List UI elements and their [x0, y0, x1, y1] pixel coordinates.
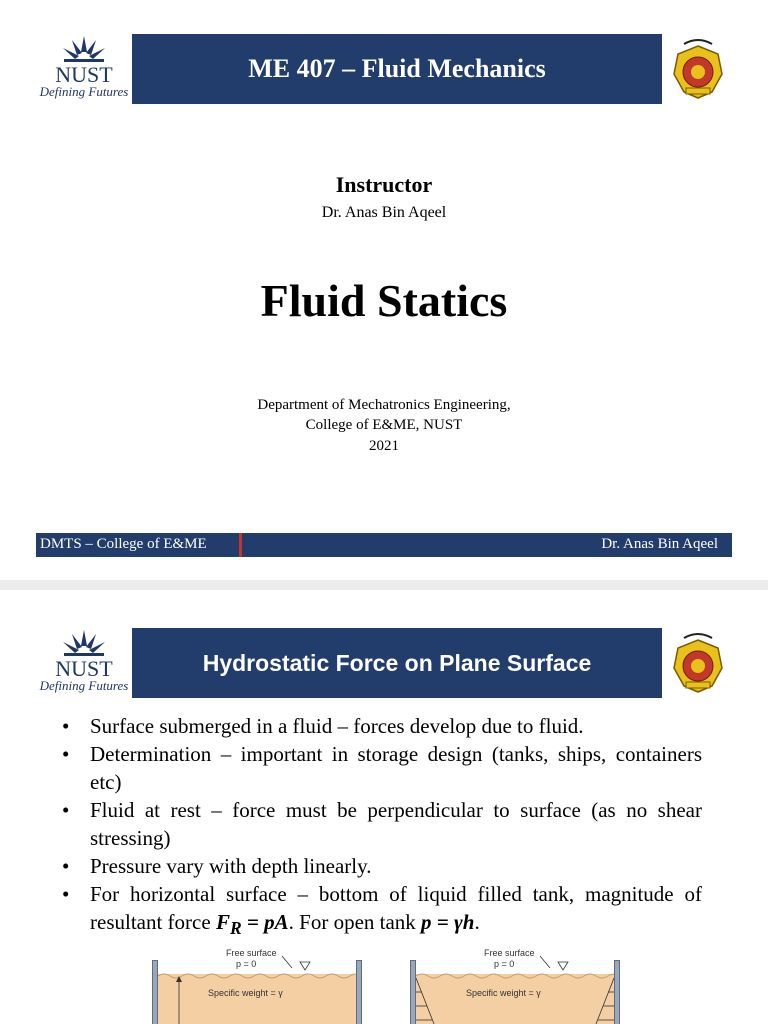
nust-logo [36, 34, 132, 106]
tank-wall [614, 960, 620, 1024]
specific-weight-label: Specific weight = γ [466, 988, 541, 998]
bullet-item [58, 880, 702, 942]
tank-wall [356, 960, 362, 1024]
bullet-item: • Fluid at rest – force must be perpendicular to surface (as no shear stressing) [58, 796, 702, 852]
pressure-distribution-icon [594, 978, 614, 1024]
logo-text: NUST [55, 62, 113, 87]
pressure-distribution-icon [416, 978, 436, 1024]
pointer-arrow-icon [540, 954, 570, 974]
footer-right: Dr. Anas Bin Aqeel [601, 536, 718, 552]
wave-surface-icon [416, 972, 614, 980]
tank-wall [152, 960, 158, 1024]
bullet-item: • Determination – important in storage design (tanks, ships, containers etc) [58, 740, 702, 796]
bullet-text: . [474, 910, 480, 934]
free-surface-label: Free surface [226, 948, 277, 958]
pressure-zero-label: p = 0 [236, 959, 257, 969]
free-surface-label: Free surface [484, 948, 535, 958]
logo-tagline: Defining Futures [39, 678, 129, 693]
content-slide [0, 590, 768, 1024]
logo-tagline: Defining Futures [39, 84, 129, 99]
liquid-fill [158, 974, 356, 1024]
slide-title-banner [132, 628, 662, 698]
year-text: 2021 [369, 438, 399, 454]
nust-emblem-icon [58, 34, 110, 64]
nust-logo [36, 628, 132, 700]
slide-divider [0, 580, 768, 590]
pointer-arrow-icon [282, 954, 312, 974]
wave-surface-icon [158, 972, 356, 980]
footer-accent [239, 533, 242, 557]
liquid-fill [416, 974, 614, 1024]
force-symbol: F [215, 910, 230, 934]
bullet-item: • Pressure vary with depth linearly. [58, 852, 702, 880]
instructor-name: Dr. Anas Bin Aqeel [321, 204, 447, 221]
bullet-list [58, 712, 702, 942]
bullet-text: . For open tank [288, 910, 422, 934]
bullet-text: For horizontal surface – bottom of liquid filled tank, magnitude of resultant force [90, 882, 702, 934]
department-text: Department of Mechatronics Engineering, [257, 397, 511, 413]
instructor-label: Instructor [335, 172, 433, 197]
footer-left: DMTS – College of E&ME [40, 536, 207, 552]
course-title: ME 407 – Fluid Mechanics [248, 54, 546, 83]
specific-weight-label: Specific weight = γ [208, 988, 283, 998]
depth-arrow-icon [174, 976, 184, 1024]
force-equation: = pA [241, 910, 289, 934]
college-crest-icon [666, 628, 730, 698]
college-text: College of E&ME, NUST [305, 417, 463, 433]
tank-figure-left [152, 946, 362, 1024]
topic-title: Fluid Statics [260, 275, 508, 326]
logo-text: NUST [55, 656, 113, 681]
course-title-banner [132, 34, 662, 104]
pressure-equation: p = γh [421, 910, 475, 934]
nust-emblem-icon [58, 628, 110, 658]
footer-bar [36, 533, 732, 557]
college-crest-icon [666, 34, 730, 104]
tank-figure-right [410, 946, 620, 1024]
pressure-zero-label: p = 0 [494, 959, 515, 969]
bullet-item: • Surface submerged in a fluid – forces develop due to fluid. [58, 712, 702, 740]
slide-title: Hydrostatic Force on Plane Surface [202, 649, 592, 676]
force-subscript: R [229, 918, 242, 939]
